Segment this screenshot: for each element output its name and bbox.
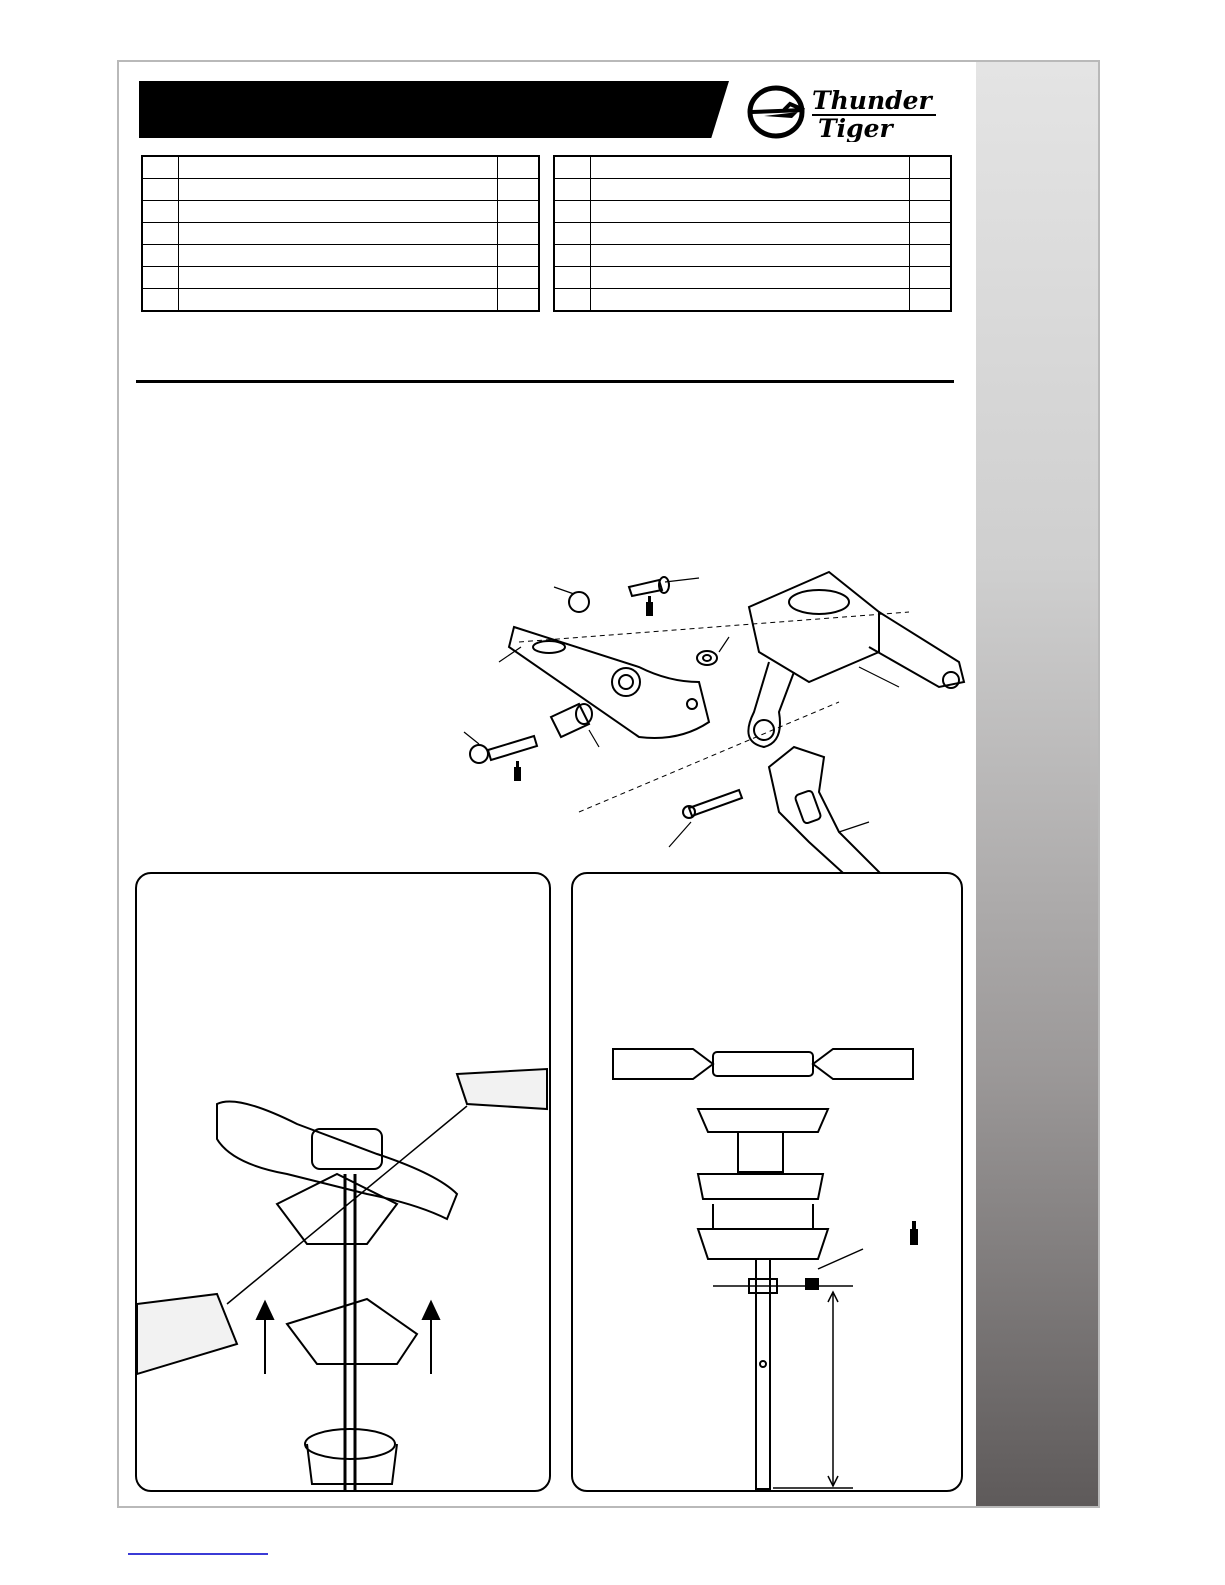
table-row: [554, 289, 951, 312]
table-row: [554, 223, 951, 245]
thunder-tiger-logo-icon: [744, 82, 944, 142]
logo-line1: Thunder: [812, 86, 932, 115]
table-row: [142, 179, 539, 201]
table-row: [554, 267, 951, 289]
set-screw: [805, 1278, 819, 1290]
table-row: [554, 245, 951, 267]
dimension-line-icon: [713, 1249, 863, 1488]
hex-driver-icon: [514, 596, 653, 781]
table-row: [554, 156, 951, 179]
table-row: [142, 267, 539, 289]
head-front-view-panel: [571, 872, 963, 1492]
manual-page: [117, 60, 1100, 1508]
parts-table-left: [141, 155, 540, 312]
table-row: [142, 223, 539, 245]
table-row: [142, 245, 539, 267]
side-gradient-strip: [976, 62, 1098, 1506]
footer-link-underline[interactable]: [128, 1553, 268, 1555]
table-row: [554, 179, 951, 201]
table-row: [142, 156, 539, 179]
parts-table-right: [553, 155, 952, 312]
rotor-head-assembly-panel: [135, 872, 551, 1492]
table-row: [142, 201, 539, 223]
section-header-bar: [139, 81, 729, 138]
section-divider: [136, 380, 954, 383]
table-row: [142, 289, 539, 312]
hex-driver-icon: [910, 1221, 918, 1245]
logo-line2: Tiger: [818, 114, 893, 142]
table-row: [554, 201, 951, 223]
exploded-parts-drawing: [439, 532, 979, 872]
